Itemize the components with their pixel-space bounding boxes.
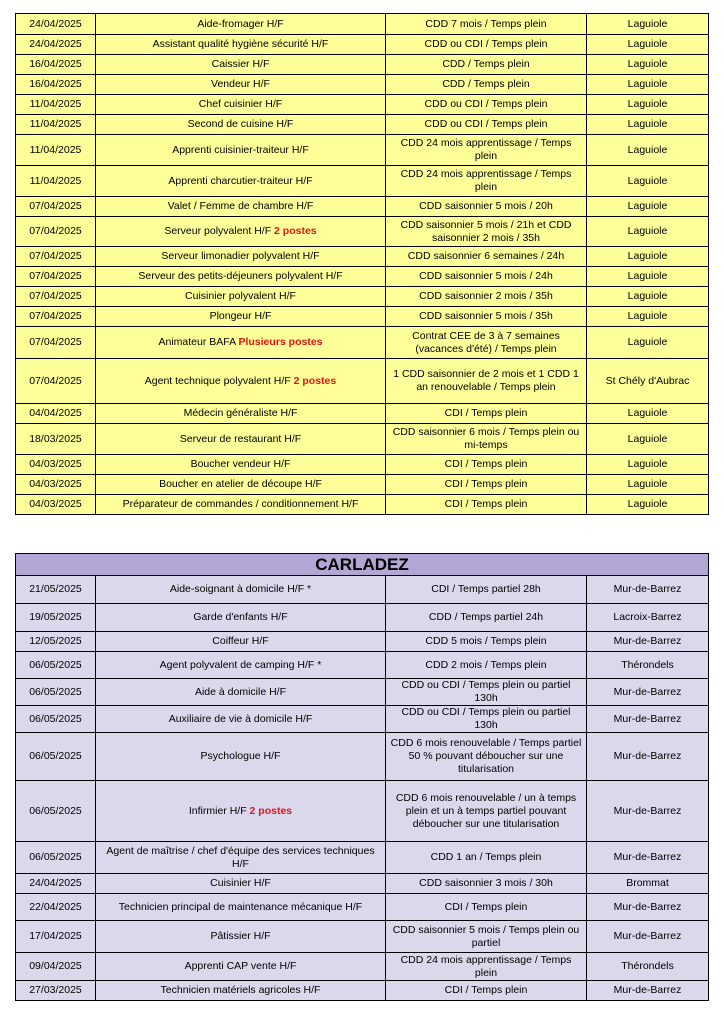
job-row [16, 307, 709, 327]
job-location: Mur-de-Barrez [587, 781, 709, 842]
posting-date: 17/04/2025 [16, 921, 96, 953]
contract-type: CDD saisonnier 5 mois / 21h et CDD saisonnier 2 mois / 35h [386, 217, 587, 247]
posting-date: 11/04/2025 [16, 135, 96, 166]
job-title-text: Aide-fromager H/F [197, 17, 284, 30]
job-location: Laguiole [587, 475, 709, 495]
job-title [96, 166, 386, 197]
posting-date: 21/05/2025 [16, 576, 96, 604]
contract-type: 1 CDD saisonnier de 2 mois et 1 CDD 1 an renouvelable / Temps plein [386, 359, 587, 404]
job-title [96, 217, 386, 247]
job-row [16, 359, 709, 404]
job-row [16, 115, 709, 135]
job-title [96, 327, 386, 359]
job-title-text: Garde d'enfants H/F [193, 611, 288, 623]
job-location: Laguiole [587, 247, 709, 267]
contract-type: CDI / Temps plein [386, 404, 587, 424]
contract-type: CDD 24 mois apprentissage / Temps plein [386, 135, 587, 166]
job-row [16, 287, 709, 307]
contract-type: CDI / Temps plein [386, 455, 587, 475]
job-title [96, 842, 386, 874]
posting-date: 16/04/2025 [16, 55, 96, 75]
job-location: Laguiole [587, 455, 709, 475]
job-row [16, 733, 709, 781]
job-title-text: Aide-soignant à domicile H/F * [169, 583, 312, 595]
job-title [96, 197, 386, 217]
job-location: Laguiole [587, 495, 709, 515]
job-location: Laguiole [587, 327, 709, 359]
job-row [16, 267, 709, 287]
job-title [96, 115, 386, 135]
positions-count-highlight: 2 postes [293, 374, 337, 387]
job-title-text: Préparateur de commandes / conditionnement H/F [122, 498, 359, 510]
job-location: Brommat [587, 874, 709, 894]
job-title-text: Valet / Femme de chambre H/F [167, 200, 314, 212]
positions-count-highlight: 2 postes [249, 804, 293, 817]
contract-type: CDI / Temps plein [386, 495, 587, 515]
posting-date: 11/04/2025 [16, 95, 96, 115]
job-title-text: Agent polyvalent de camping H/F * [159, 658, 322, 671]
job-title [96, 55, 386, 75]
job-title-text: Serveur polyvalent H/F [164, 225, 272, 237]
contract-type: CDD 7 mois / Temps plein [386, 14, 587, 35]
job-location: Thérondels [587, 652, 709, 679]
section-header-row [16, 554, 709, 576]
job-title [96, 14, 386, 35]
job-table-body [16, 14, 709, 515]
job-title-text: Auxiliaire de vie à domicile H/F [168, 712, 313, 725]
job-row [16, 781, 709, 842]
job-location: Mur-de-Barrez [587, 706, 709, 733]
job-location: Mur-de-Barrez [587, 679, 709, 706]
job-title [96, 921, 386, 953]
posting-date: 06/05/2025 [16, 679, 96, 706]
job-location: Mur-de-Barrez [587, 632, 709, 652]
positions-count-highlight: Plusieurs postes [238, 336, 323, 348]
posting-date: 04/03/2025 [16, 455, 96, 475]
job-title [96, 424, 386, 455]
job-row [16, 894, 709, 921]
job-title-text: Agent technique polyvalent H/F [144, 374, 291, 387]
job-title [96, 632, 386, 652]
posting-date: 19/05/2025 [16, 604, 96, 632]
contract-type: CDD 2 mois / Temps plein [386, 652, 587, 679]
contract-type: Contrat CEE de 3 à 7 semaines (vacances d'été) / Temps plein [386, 327, 587, 359]
job-title [96, 953, 386, 981]
job-title [96, 95, 386, 115]
job-row [16, 327, 709, 359]
job-table-laguiole [15, 13, 709, 515]
job-title-text: Apprenti charcutier-traiteur H/F [168, 174, 313, 187]
contract-type: CDI / Temps plein [386, 894, 587, 921]
job-row [16, 14, 709, 35]
job-title-text: Médecin généraliste H/F [183, 407, 298, 419]
posting-date: 07/04/2025 [16, 197, 96, 217]
job-row [16, 35, 709, 55]
contract-type: CDD / Temps plein [386, 55, 587, 75]
job-title [96, 981, 386, 1001]
job-title [96, 781, 386, 842]
posting-date: 24/04/2025 [16, 14, 96, 35]
job-title [96, 894, 386, 921]
job-title [96, 706, 386, 733]
contract-type: CDD ou CDI / Temps plein ou partiel 130h [386, 706, 587, 733]
job-title-text: Infirmier H/F [188, 804, 247, 817]
contract-type: CDI / Temps partiel 28h [386, 576, 587, 604]
job-row [16, 166, 709, 197]
contract-type: CDI / Temps plein [386, 981, 587, 1001]
contract-type: CDD / Temps partiel 24h [386, 604, 587, 632]
job-row [16, 981, 709, 1001]
job-title [96, 455, 386, 475]
job-title-text: Agent de maîtrise / chef d'équipe des services techniques H/F [106, 844, 375, 870]
posting-date: 04/03/2025 [16, 475, 96, 495]
job-title [96, 652, 386, 679]
job-location: Laguiole [587, 166, 709, 197]
posting-date: 11/04/2025 [16, 115, 96, 135]
posting-date: 16/04/2025 [16, 75, 96, 95]
job-location: St Chély d'Aubrac [587, 359, 709, 404]
contract-type: CDD saisonnier 2 mois / 35h [386, 287, 587, 307]
job-location: Mur-de-Barrez [587, 981, 709, 1001]
job-title-text: Cuisinier polyvalent H/F [185, 290, 296, 302]
posting-date: 06/05/2025 [16, 781, 96, 842]
posting-date: 07/04/2025 [16, 359, 96, 404]
job-row [16, 953, 709, 981]
job-title-text: Boucher en atelier de découpe H/F [159, 478, 322, 490]
job-row [16, 652, 709, 679]
posting-date: 18/03/2025 [16, 424, 96, 455]
job-title [96, 495, 386, 515]
job-location: Mur-de-Barrez [587, 733, 709, 781]
job-row [16, 247, 709, 267]
job-location: Laguiole [587, 287, 709, 307]
posting-date: 24/04/2025 [16, 874, 96, 894]
job-location: Laguiole [587, 404, 709, 424]
job-title-text: Second de cuisine H/F [187, 118, 294, 130]
job-title [96, 135, 386, 166]
contract-type: CDD saisonnier 5 mois / Temps plein ou partiel [386, 921, 587, 953]
contract-type: CDD saisonnier 6 mois / Temps plein ou mi-temps [386, 424, 587, 455]
job-title-text: Pâtissier H/F [210, 930, 271, 942]
job-title-text: Boucher vendeur H/F [190, 458, 291, 470]
contract-type: CDD saisonnier 5 mois / 35h [386, 307, 587, 327]
posting-date: 12/05/2025 [16, 632, 96, 652]
job-location: Laguiole [587, 135, 709, 166]
contract-type: CDD ou CDI / Temps plein ou partiel 130h [386, 679, 587, 706]
posting-date: 04/03/2025 [16, 495, 96, 515]
job-location: Mur-de-Barrez [587, 842, 709, 874]
job-title-text: Serveur de restaurant H/F [179, 432, 302, 445]
job-title-text: Serveur limonadier polyvalent H/F [161, 250, 320, 262]
positions-count-highlight: 2 postes [274, 225, 317, 237]
posting-date: 24/04/2025 [16, 35, 96, 55]
job-location: Laguiole [587, 197, 709, 217]
job-title [96, 287, 386, 307]
job-row [16, 576, 709, 604]
job-title-text: Cuisinier H/F [210, 877, 271, 889]
job-row [16, 842, 709, 874]
job-title [96, 874, 386, 894]
job-title-text: Caissier H/F [211, 58, 270, 70]
job-row [16, 706, 709, 733]
job-location: Laguiole [587, 267, 709, 287]
posting-date: 06/05/2025 [16, 842, 96, 874]
contract-type: CDD 1 an / Temps plein [386, 842, 587, 874]
contract-type: CDD 5 mois / Temps plein [386, 632, 587, 652]
job-title-text: Apprenti CAP vente H/F [184, 960, 297, 972]
job-location: Laguiole [587, 35, 709, 55]
job-location: Mur-de-Barrez [587, 894, 709, 921]
job-location: Thérondels [587, 953, 709, 981]
job-location: Laguiole [587, 14, 709, 35]
job-title [96, 733, 386, 781]
job-location: Lacroix-Barrez [587, 604, 709, 632]
job-title-text: Aide à domicile H/F [194, 685, 287, 698]
job-title-text: Apprenti cuisinier-traiteur H/F [172, 143, 309, 156]
job-row [16, 495, 709, 515]
contract-type: CDD / Temps plein [386, 75, 587, 95]
job-row [16, 632, 709, 652]
job-title [96, 35, 386, 55]
contract-type: CDD 6 mois renouvelable / un à temps plein et un à temps partiel pouvant déboucher sur une titularisation [386, 781, 587, 842]
job-title-text: Plongeur H/F [209, 310, 272, 322]
job-title [96, 75, 386, 95]
job-table-body [16, 576, 709, 1001]
job-location: Laguiole [587, 307, 709, 327]
job-title-text: Technicien matériels agricoles H/F [160, 984, 321, 996]
job-row [16, 135, 709, 166]
posting-date: 27/03/2025 [16, 981, 96, 1001]
job-row [16, 55, 709, 75]
posting-date: 07/04/2025 [16, 327, 96, 359]
job-title [96, 475, 386, 495]
job-title-text: Coiffeur H/F [212, 635, 269, 647]
job-title-text: Serveur des petits-déjeuners polyvalent H/F [138, 270, 343, 282]
job-title-text: Psychologue H/F [200, 750, 281, 762]
job-title-text: Technicien principal de maintenance mécanique H/F [118, 900, 363, 913]
job-row [16, 197, 709, 217]
job-location: Laguiole [587, 115, 709, 135]
posting-date: 07/04/2025 [16, 307, 96, 327]
job-title [96, 576, 386, 604]
posting-date: 06/05/2025 [16, 652, 96, 679]
job-row [16, 95, 709, 115]
contract-type: CDI / Temps plein [386, 475, 587, 495]
contract-type: CDD saisonnier 3 mois / 30h [386, 874, 587, 894]
posting-date: 11/04/2025 [16, 166, 96, 197]
job-row [16, 75, 709, 95]
contract-type: CDD 24 mois apprentissage / Temps plein [386, 166, 587, 197]
job-title [96, 267, 386, 287]
job-location: Laguiole [587, 424, 709, 455]
job-row [16, 455, 709, 475]
job-row [16, 921, 709, 953]
job-title [96, 307, 386, 327]
contract-type: CDD ou CDI / Temps plein [386, 35, 587, 55]
contract-type: CDD ou CDI / Temps plein [386, 95, 587, 115]
job-title-text: Chef cuisinier H/F [198, 98, 283, 110]
posting-date: 07/04/2025 [16, 267, 96, 287]
job-title [96, 359, 386, 404]
job-row [16, 217, 709, 247]
job-location: Laguiole [587, 217, 709, 247]
contract-type: CDD 24 mois apprentissage / Temps plein [386, 953, 587, 981]
job-location: Laguiole [587, 95, 709, 115]
job-row [16, 679, 709, 706]
contract-type: CDD saisonnier 5 mois / 24h [386, 267, 587, 287]
job-location: Mur-de-Barrez [587, 576, 709, 604]
job-title-text: Animateur BAFA [158, 336, 236, 348]
posting-date: 07/04/2025 [16, 287, 96, 307]
job-row [16, 424, 709, 455]
job-location: Laguiole [587, 55, 709, 75]
job-row [16, 475, 709, 495]
posting-date: 07/04/2025 [16, 247, 96, 267]
contract-type: CDD saisonnier 6 semaines / 24h [386, 247, 587, 267]
posting-date: 07/04/2025 [16, 217, 96, 247]
job-row [16, 874, 709, 894]
contract-type: CDD saisonnier 5 mois / 20h [386, 197, 587, 217]
job-row [16, 604, 709, 632]
job-title [96, 679, 386, 706]
job-location: Mur-de-Barrez [587, 921, 709, 953]
job-title [96, 604, 386, 632]
job-title [96, 247, 386, 267]
job-title [96, 404, 386, 424]
job-location: Laguiole [587, 75, 709, 95]
job-row [16, 404, 709, 424]
posting-date: 09/04/2025 [16, 953, 96, 981]
posting-date: 04/04/2025 [16, 404, 96, 424]
job-table-carladez [15, 553, 709, 1001]
posting-date: 06/05/2025 [16, 706, 96, 733]
contract-type: CDD 6 mois renouvelable / Temps partiel 50 % pouvant déboucher sur une titularisation [386, 733, 587, 781]
posting-date: 06/05/2025 [16, 733, 96, 781]
posting-date: 22/04/2025 [16, 894, 96, 921]
contract-type: CDD ou CDI / Temps plein [386, 115, 587, 135]
job-title-text: Vendeur H/F [211, 78, 270, 90]
job-title-text: Assistant qualité hygiène sécurité H/F [152, 38, 329, 50]
section-title: CARLADEZ [16, 554, 709, 576]
